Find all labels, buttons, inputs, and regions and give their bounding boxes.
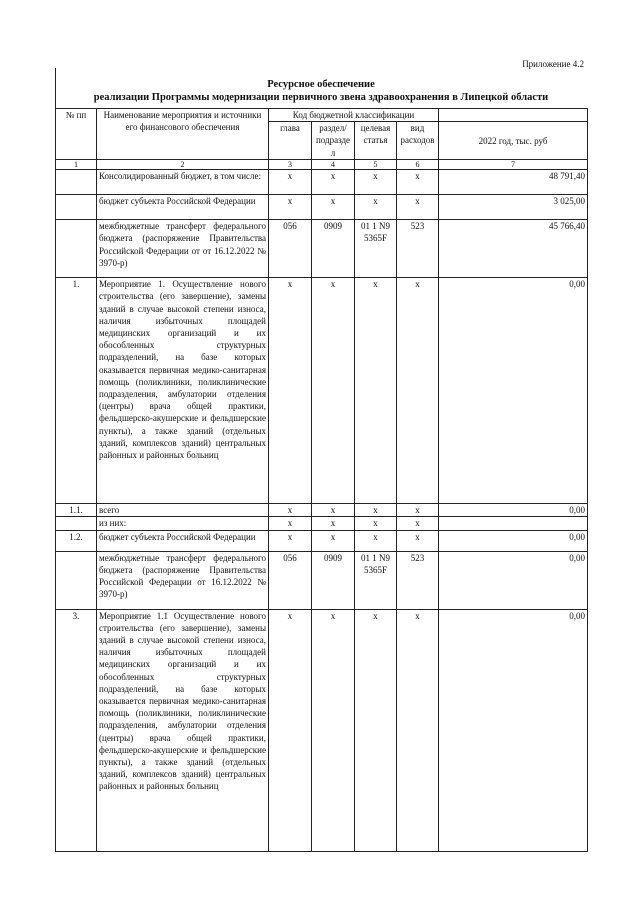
row-glava: х: [269, 530, 312, 551]
col-number: 2: [97, 160, 269, 170]
row-statya: 01 1 N9 5365F: [355, 551, 397, 609]
row-num: [56, 220, 97, 278]
row-value: [439, 517, 588, 530]
header-num: № пп: [56, 109, 97, 160]
col-number: 7: [439, 160, 588, 170]
title-line-1: Ресурсное обеспечение: [267, 79, 375, 90]
table-row: [56, 517, 588, 530]
row-vid: 523: [397, 220, 439, 278]
table-row: [56, 504, 588, 517]
row-statya: х: [355, 609, 397, 851]
title-line-2: реализации Программы модернизации первичного звена здравоохранения в Липецкой области: [93, 92, 549, 103]
row-value: 45 766,40: [439, 220, 588, 278]
resource-table: [55, 108, 588, 852]
row-num: 1.2.: [56, 530, 97, 551]
row-num: [56, 195, 97, 220]
row-vid: х: [397, 517, 439, 530]
col-number: 1: [56, 160, 97, 170]
table-row: [56, 170, 588, 195]
table-row: [56, 551, 588, 609]
row-name: межбюджетные трансферт федерального бюджета (распоряжение Правительства Российской Федерации от от 16.12.2022 № 3970-р): [97, 220, 269, 278]
row-name: Мероприятие 1.1 Осуществление нового строительства (его завершение), замены зданий в случае высокой степени износа, наличия избыточных площадей медицинских организаций и их обособленных структурных подразделений, на базе которых оказывается первичная медико-санитарная помощь (поликлиники, поликлинические подразделения, амбулатории отделения (центры) врача общей практики, фельдшерско-акушерские и фельдшерские пункты), а также зданий (отдельных зданий, комплексов зданий) центральных районных и районных больниц: [97, 609, 269, 851]
table-row: [56, 530, 588, 551]
header-razdel: раздел/ подразде л: [312, 122, 355, 160]
row-vid: х: [397, 195, 439, 220]
row-statya: 01 1 N9 5365F: [355, 220, 397, 278]
row-razdel: 0909: [312, 220, 355, 278]
header-blank: [439, 109, 588, 122]
row-name: межбюджетные трансферт федерального бюджета (распоряжение Правительства Российской Федерации от 16.12.2022 № 3970-р): [97, 551, 269, 609]
row-statya: х: [355, 278, 397, 504]
row-value: 0,00: [439, 530, 588, 551]
row-statya: х: [355, 517, 397, 530]
row-glava: х: [269, 517, 312, 530]
col-number: 5: [355, 160, 397, 170]
row-statya: х: [355, 195, 397, 220]
row-vid: х: [397, 278, 439, 504]
header-name: Наименование мероприятия и источники его финансового обеспечения: [97, 109, 269, 160]
row-num: 3.: [56, 609, 97, 851]
row-razdel: х: [312, 278, 355, 504]
row-razdel: х: [312, 530, 355, 551]
row-name: всего: [97, 504, 269, 517]
row-glava: х: [269, 609, 312, 851]
row-statya: х: [355, 504, 397, 517]
row-razdel: х: [312, 195, 355, 220]
row-vid: 523: [397, 551, 439, 609]
row-razdel: х: [312, 609, 355, 851]
row-glava: х: [269, 278, 312, 504]
appendix-label: Приложение 4.2: [522, 59, 584, 69]
row-vid: х: [397, 504, 439, 517]
row-num: 1.1.: [56, 504, 97, 517]
table-row: [56, 195, 588, 220]
row-glava: х: [269, 504, 312, 517]
row-value: 3 025,00: [439, 195, 588, 220]
row-vid: х: [397, 170, 439, 195]
row-glava: х: [269, 195, 312, 220]
row-num: [56, 551, 97, 609]
row-statya: х: [355, 530, 397, 551]
document-title: [56, 78, 586, 104]
table-row: [56, 278, 588, 504]
col-number: 3: [269, 160, 312, 170]
row-name: бюджет субъекта Российской Федерации: [97, 195, 269, 220]
row-glava: 056: [269, 220, 312, 278]
row-value: 0,00: [439, 609, 588, 851]
row-num: 1.: [56, 278, 97, 504]
header-glava: глава: [269, 122, 312, 160]
row-num: [56, 170, 97, 195]
row-razdel: х: [312, 504, 355, 517]
header-year: 2022 год, тыс. руб: [439, 122, 588, 160]
row-name: Консолидированный бюджет, в том числе:: [97, 170, 269, 195]
row-value: 0,00: [439, 551, 588, 609]
table-row: [56, 220, 588, 278]
row-value: 48 791,40: [439, 170, 588, 195]
table-row: [56, 609, 588, 851]
row-glava: х: [269, 170, 312, 195]
row-vid: х: [397, 609, 439, 851]
row-statya: х: [355, 170, 397, 195]
row-value: 0,00: [439, 504, 588, 517]
row-razdel: х: [312, 170, 355, 195]
row-razdel: 0909: [312, 551, 355, 609]
row-name: из них:: [97, 517, 269, 530]
row-razdel: х: [312, 517, 355, 530]
row-vid: х: [397, 530, 439, 551]
col-number: 4: [312, 160, 355, 170]
row-glava: 056: [269, 551, 312, 609]
row-value: 0,00: [439, 278, 588, 504]
header-code: Код бюджетной классификации: [269, 109, 439, 122]
header-statya: целевая статья: [355, 122, 397, 160]
header-vid: вид расходов: [397, 122, 439, 160]
row-num: [56, 517, 97, 530]
row-name: бюджет субъекта Российской Федерации: [97, 530, 269, 551]
row-name: Мероприятие 1. Осуществление нового строительства (его завершение), замены зданий в случае высокой степени износа, наличия избыточных площадей медицинских организаций и их обособленных структурных подразделений, на базе которых оказывается первичная медико-санитарная помощь (поликлиники, поликлинические подразделения, амбулатории отделения (центры) врача общей практики, фельдшерско-акушерские и фельдшерские пункты), а также зданий (отдельных зданий, комплексов зданий) центральных районных и районных больниц: [97, 278, 269, 504]
col-number: 6: [397, 160, 439, 170]
